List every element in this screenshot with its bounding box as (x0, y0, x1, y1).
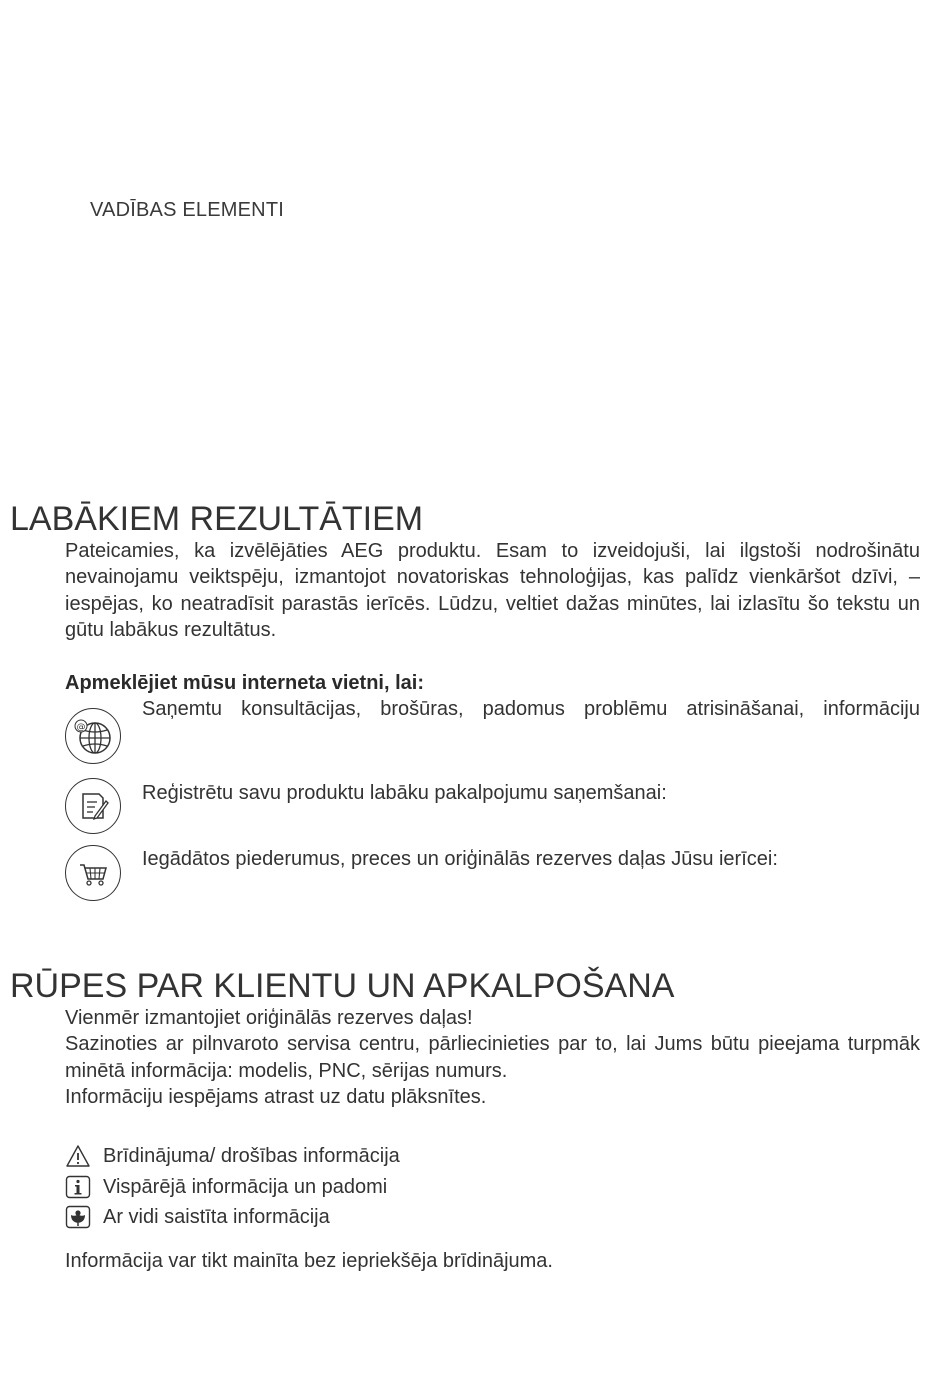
visit-item-register: Reģistrētu savu produktu labāku pakalpojumu saņemšanai: (142, 782, 667, 804)
visit-item-purchase: Iegādātos piederumus, preces un oriģinālās rezerves daļas Jūsu ierīcei: (142, 848, 778, 870)
legend-row-info (65, 1174, 387, 1200)
website-visit-title: Apmeklējiet mūsu interneta vietni, lai: (65, 672, 424, 694)
warning-triangle-icon (65, 1144, 91, 1168)
environment-icon (65, 1205, 91, 1229)
section-label: VADĪBAS ELEMENTI (90, 199, 284, 221)
intro-paragraph: Pateicamies, ka izvēlējāties AEG produktu. Esam to izveidojuši, lai ilgstoši nodrošinātu nevainojamu veiktspēju, izmantojot novatoriskas tehnoloģijas, kas palīdz vienkāršot dzīvi, – iespējas, ko neatradīsit parastās ierīcēs. Lūdzu, veltiet dažas minūtes, lai izlasītu šo tekstu un gūtu labākus rezultātus. (65, 540, 920, 641)
legend-row-warning (65, 1143, 400, 1169)
best-results-heading: LABĀKIEM REZULTĀTIEM (10, 500, 424, 538)
register-document-icon (65, 778, 121, 834)
legend-row-environment (65, 1204, 330, 1230)
original-parts-line: Vienmēr izmantojiet oriģinālās rezerves daļas! (65, 1007, 473, 1029)
legend-environment-label: Ar vidi saistīta informācija (103, 1205, 330, 1228)
legend-info-label: Vispārējā informācija un padomi (103, 1175, 388, 1198)
shopping-cart-icon (65, 845, 121, 901)
rating-plate-line: Informāciju iespējams atrast uz datu plāksnītes. (65, 1085, 487, 1108)
footer-note: Informācija var tikt mainīta bez iepriekšēja brīdinājuma. (65, 1250, 553, 1272)
info-icon (65, 1175, 91, 1199)
svg-text:@: @ (76, 722, 86, 733)
visit-item-advice: Saņemtu konsultācijas, brošūras, padomus problēmu atrisināšanai, informāciju (142, 698, 920, 720)
web-globe-icon (65, 708, 121, 764)
customer-care-text (65, 1005, 920, 1110)
service-contact-line: Sazinoties ar pilnvaroto servisa centru, pārliecinieties par to, lai Jums būtu pieejama turpmāk minētā informācija: modelis, PNC, sērijas numurs. (65, 1033, 920, 1082)
customer-care-heading: RŪPES PAR KLIENTU UN APKALPOŠANA (10, 967, 675, 1005)
legend-warning-label: Brīdinājuma/ drošības informācija (103, 1144, 400, 1167)
